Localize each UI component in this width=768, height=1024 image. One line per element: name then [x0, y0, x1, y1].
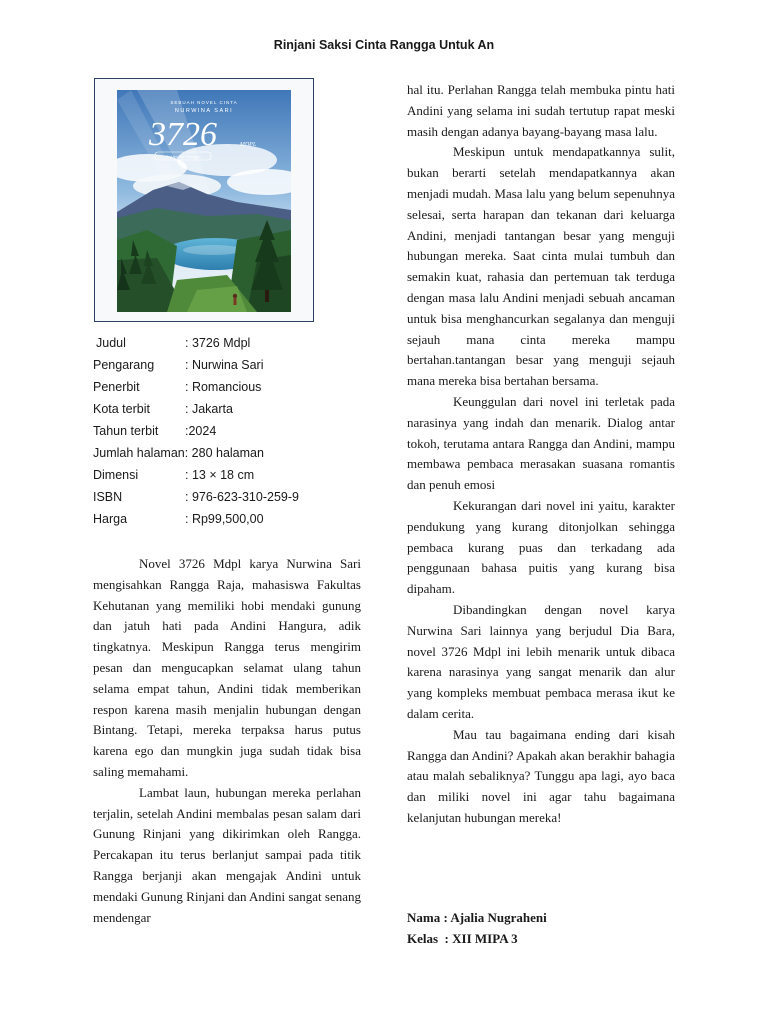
detail-label: Tahun terbit [93, 424, 159, 438]
cover-caption: Rinjani dan Rangga [165, 154, 201, 159]
detail-value: : Jakarta [185, 402, 233, 416]
detail-label: Judul [96, 336, 126, 350]
paragraph: hal itu. Perlahan Rangga telah membuka pintu hati Andini yang selama ini sudah tertutup rapat meski masih dengan adanya bayang-bayang masa lalu. [407, 82, 675, 139]
detail-row [93, 442, 333, 464]
detail-label: Penerbit [93, 380, 140, 394]
cover-title: 3726 [149, 116, 217, 153]
reviewer-name: Nama : Ajalia Nugraheni [407, 910, 547, 925]
reviewer-class: Kelas : XII MIPA 3 [407, 930, 518, 946]
paragraph: Novel 3726 Mdpl karya Nurwina Sari mengisahkan Rangga Raja, mahasiswa Fakultas Kehutanan yang memiliki hobi mendaki gunung dan jatuh hati pada Andini Hangura, adik tingkatnya. Meskipun Rangga terus mengirim pesan dan mengucapkan selamat ulang tahun selama empat tahun, Andini tidak memberikan respon karena masih menjalin hubungan dengan Bintang. Tetapi, mereka terpaksa harus putus karena ego dan mungkin juga sudah tidak bisa saling memahami. [93, 556, 361, 779]
detail-value: :2024 [185, 424, 217, 438]
detail-row [93, 486, 333, 508]
detail-row [93, 354, 333, 376]
detail-label: ISBN [93, 490, 123, 504]
cover-subtitle: MDPL [239, 142, 257, 148]
left-column-text [93, 554, 361, 928]
detail-label: Jumlah halaman [93, 446, 185, 460]
detail-row [93, 420, 333, 442]
paragraph: Mau tau bagaimana ending dari kisah Rangga dan Andini? Apakah akan berakhir bahagia atau malah sebaliknya? Tunggu apa lagi, ayo baca dan miliki novel ini agar tahu bagaimana kelanjutan hubungan mereka! [407, 726, 675, 825]
paragraph: Kekurangan dari novel ini yaitu, karakter pendukung yang kurang ditonjolkan sehingga pembaca kurang puas dan terkadang ada penggunaan bahasa puitis yang kurang bisa dipaham. [407, 497, 675, 597]
detail-row [93, 332, 333, 354]
detail-row [93, 398, 333, 420]
detail-value: : 13 × 18 cm [185, 468, 255, 482]
book-cover-image [94, 78, 314, 322]
detail-value: : 976-623-310-259-9 [185, 490, 299, 504]
book-details [93, 332, 333, 530]
author-signature-block [407, 908, 675, 950]
paragraph: Dibandingkan dengan novel karya Nurwina Sari lainnya yang berjudul Dia Bara, novel 3726 Mdpl ini lebih menarik untuk dibaca karena narasinya yang sangat menarik dan alur yang kompleks membuat pembaca merasa ikut ke dalam cerita. [407, 601, 675, 721]
cover-author: NURWINA SARI [174, 108, 234, 114]
detail-label: Harga [93, 512, 128, 526]
detail-value: : 3726 Mdpl [185, 336, 251, 350]
page-title: Rinjani Saksi Cinta Rangga Untuk An [273, 38, 495, 52]
detail-row [93, 508, 333, 530]
cover-tagline: SEBUAH NOVEL CINTA [170, 100, 238, 105]
paragraph: Meskipun untuk mendapatkannya sulit, bukan berarti setelah mendapatkannya akan menjadi mudah. Masa lalu yang belum sepenuhnya selesai, serta harapan dan tekanan dari keluarga Andini, menjadi tantangan besar yang menguji hubungan mereka. Saat cinta mulai tumbuh dan semakin kuat, rahasia dan pertemuan tak terduga dengan masa lalu Andini menjadi sebuah ancaman untuk bisa menghancurkan segalanya dan menguji sejauh mana cinta mereka mampu bertahan.tantangan besar yang menguji sejauh mana mereka bisa bertahan bersama. [407, 144, 675, 389]
paragraph: Lambat laun, hubungan mereka perlahan terjalin, setelah Andini membalas pesan salam dari Gunung Rinjani yang dikirimkan oleh Rangga. Percakapan itu terus berlanjut sampai pada titik Rangga berjanji akan mengajak Andini untuk mendaki Gunung Rinjani dan Andini sangat senang mendengar [93, 784, 361, 925]
detail-label: Pengarang [93, 358, 155, 372]
paragraph: Keunggulan dari novel ini terletak pada narasinya yang indah dan menarik. Dialog antar tokoh, terutama antara Rangga dan Andini, mampu membawa pembaca merasakan suasana romantis dan penuh emosi [407, 393, 675, 493]
detail-label: Kota terbit [93, 402, 150, 416]
book-cover-illustration [117, 90, 291, 312]
detail-value: : Rp99,500,00 [185, 512, 264, 526]
right-column-text [407, 80, 675, 829]
detail-value: : Romancious [185, 380, 262, 394]
detail-value: : Nurwina Sari [185, 358, 264, 372]
detail-value: : 280 halaman [184, 446, 264, 460]
detail-row [93, 376, 333, 398]
detail-row [93, 464, 333, 486]
detail-label: Dimensi [93, 468, 139, 482]
